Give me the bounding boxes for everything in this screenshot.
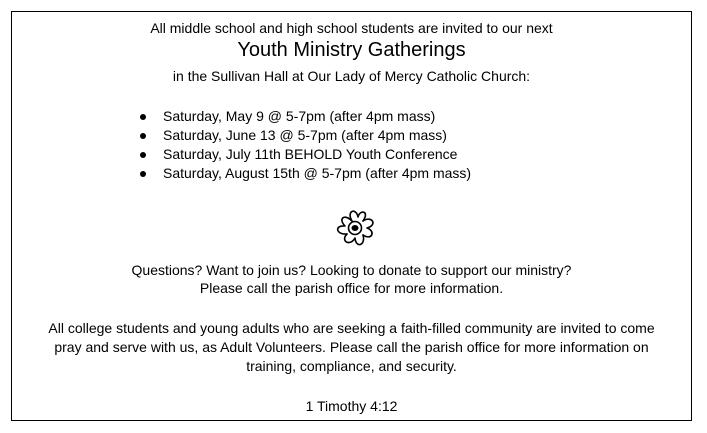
- bullet-icon: [140, 114, 146, 120]
- list-item: [140, 107, 471, 126]
- contact-text: Please call the parish office for more information.: [199, 280, 504, 296]
- event-label: Saturday, July 11th BEHOLD Youth Conference: [163, 146, 458, 162]
- paragraph-line: All college students and young adults who are seeking a faith-filled community are invited to come: [48, 320, 655, 336]
- event-list: [140, 107, 471, 183]
- event-label: Saturday, June 13 @ 5-7pm (after 4pm mass): [163, 127, 447, 143]
- list-item: [140, 145, 471, 164]
- event-label: Saturday, August 15th @ 5-7pm (after 4pm mass): [163, 165, 472, 181]
- bullet-icon: [140, 152, 146, 158]
- flower-icon: [332, 207, 380, 251]
- adult-volunteer-paragraph: [12, 319, 691, 376]
- list-item: [140, 164, 471, 183]
- bullet-icon: [140, 133, 146, 139]
- location-text: in the Sullivan Hall at Our Lady of Mercy Catholic Church:: [172, 68, 531, 84]
- list-item: [140, 126, 471, 145]
- intro-text: All middle school and high school students are invited to our next: [150, 20, 553, 36]
- page-title: Youth Ministry Gatherings: [237, 39, 466, 61]
- questions-text: Questions? Want to join us? Looking to donate to support our ministry?: [131, 262, 572, 278]
- flyer-frame: [11, 11, 692, 421]
- verse-reference: 1 Timothy 4:12: [305, 398, 398, 414]
- event-label: Saturday, May 9 @ 5-7pm (after 4pm mass): [163, 108, 436, 124]
- paragraph-line: training, compliance, and security.: [246, 358, 457, 374]
- bullet-icon: [140, 171, 146, 177]
- paragraph-line: pray and serve with us, as Adult Volunteers. Please call the parish office for more information on: [54, 339, 649, 355]
